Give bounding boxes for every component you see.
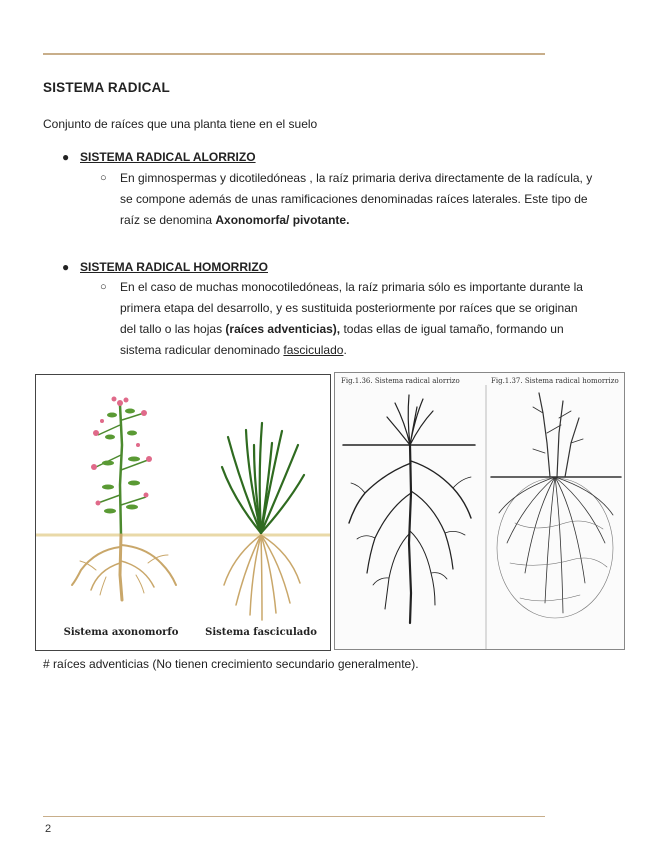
page-title: SISTEMA RADICAL (43, 80, 170, 95)
root-systems-drawing (36, 375, 330, 650)
label-axonomorfo: Sistema axonomorfo (63, 627, 179, 638)
figure-caption: # raíces adventicias (No tienen crecimiento secundario generalmente). (43, 657, 419, 671)
root-systems-engraving (334, 372, 625, 650)
bullet-dot-icon: ● (62, 150, 70, 164)
page-number: 2 (45, 823, 52, 835)
term-axonomorfa: Axonomorfa/ pivotante. (215, 213, 350, 227)
fibrous-plant (222, 423, 304, 620)
axonomorphic-plant (72, 397, 176, 601)
bullet-dot-icon: ● (62, 260, 70, 274)
header-rule (43, 53, 545, 55)
intro-text: Conjunto de raíces que una planta tiene en el suelo (43, 117, 318, 131)
section-text: En gimnospermas y dicotiledóneas , la raíz primaria deriva directamente de la radícula, y se compone además de unas ramificaciones denominadas raíces laterales. Este tipo de raíz se denomina Axonomorfa/ pivotante. (120, 171, 593, 227)
term-fasciculado: fasciculado (283, 343, 344, 357)
label-fasciculado: Sistema fasciculado (205, 627, 317, 638)
term-raices-adventicias: (raíces adventicias), (225, 322, 341, 336)
section-text: En el caso de muchas monocotiledóneas, la raíz primaria sólo es importante durante la primera etapa del desarrollo, y es sustituida posteriormente por raíces que se originan del tallo o las hojas (raíces adventicias), todas ellas de igual tamaño, formando un sistema radicular denominado fasciculado. (120, 280, 583, 357)
footer-rule (43, 816, 545, 817)
bullet-circle-icon: ○ (100, 281, 107, 293)
root-systems-sketch (335, 373, 624, 649)
section-heading: SISTEMA RADICAL HOMORRIZO (80, 260, 268, 274)
label-fig-alorrizo: Fig.1.36. Sistema radical alorrizo (341, 377, 460, 385)
label-fig-homorrizo: Fig.1.37. Sistema radical homorrizo (491, 377, 619, 385)
bullet-circle-icon: ○ (100, 172, 107, 184)
section-heading: SISTEMA RADICAL ALORRIZO (80, 150, 256, 164)
root-systems-illustration (35, 374, 331, 651)
